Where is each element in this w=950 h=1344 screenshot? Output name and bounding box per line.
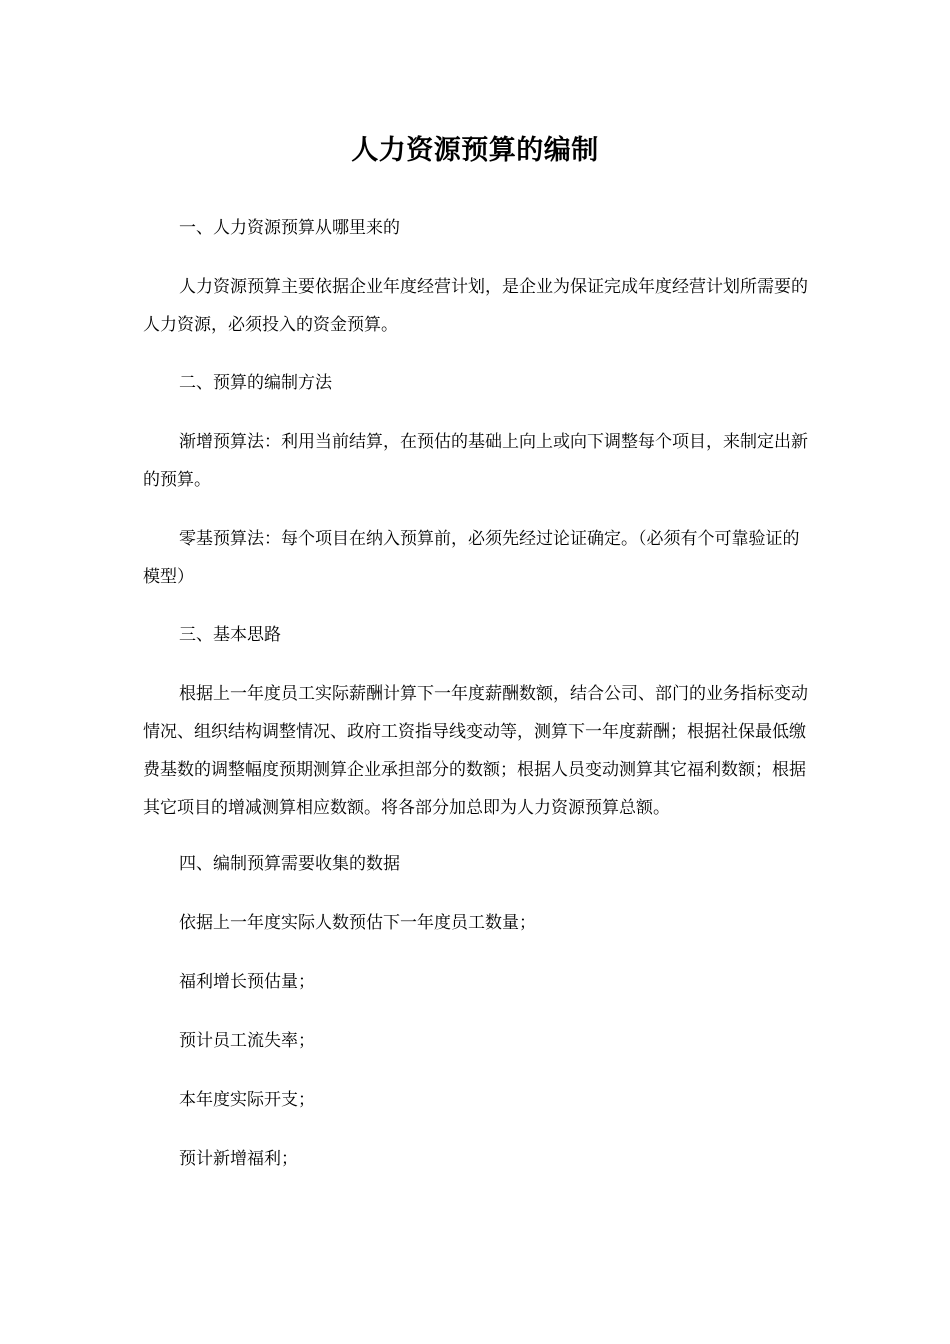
list-item-text: 预计员工流失率； <box>179 1031 315 1051</box>
list-item <box>143 963 809 1001</box>
list-item <box>143 904 809 942</box>
section-heading-3 <box>143 616 809 654</box>
section-heading-text: 三、基本思路 <box>179 625 281 645</box>
paragraph-text: 人力资源预算主要依据企业年度经营计划，是企业为保证完成年度经营计划所需要的人力资源，必须投入的资金预算。 <box>143 277 808 335</box>
list-item-text: 依据上一年度实际人数预估下一年度员工数量； <box>179 913 536 933</box>
paragraph-3 <box>143 520 809 596</box>
list-item-text: 预计新增福利； <box>179 1149 298 1169</box>
paragraph-text: 渐增预算法：利用当前结算，在预估的基础上向上或向下调整每个项目，来制定出新的预算。 <box>143 432 808 490</box>
section-heading-2 <box>143 364 809 402</box>
list-item <box>143 1022 809 1060</box>
paragraph-text: 零基预算法：每个项目在纳入预算前，必须先经过论证确定。（必须有个可靠验证的模型） <box>143 529 800 587</box>
paragraph-text: 根据上一年度员工实际薪酬计算下一年度薪酬数额，结合公司、部门的业务指标变动情况、组织结构调整情况、政府工资指导线变动等，测算下一年度薪酬；根据社保最低缴费基数的调整幅度预期测算企业承担部分的数额；根据人员变动测算其它福利数额；根据其它项目的增减测算相应数额。将各部分加总即为人力资源预算总额。 <box>143 684 808 818</box>
paragraph-4 <box>143 675 809 827</box>
section-heading-text: 二、预算的编制方法 <box>179 373 332 393</box>
paragraph-1 <box>143 268 809 344</box>
list-item-text: 本年度实际开支； <box>179 1090 315 1110</box>
list-item-text: 福利增长预估量； <box>179 972 315 992</box>
section-heading-4 <box>143 845 809 883</box>
list-item <box>143 1140 809 1178</box>
section-heading-text: 一、人力资源预算从哪里来的 <box>179 218 400 238</box>
section-heading-text: 四、编制预算需要收集的数据 <box>179 854 400 874</box>
list-item <box>143 1081 809 1119</box>
paragraph-2 <box>143 423 809 499</box>
document-title: 人力资源预算的编制 <box>351 135 599 166</box>
section-heading-1 <box>143 209 809 247</box>
